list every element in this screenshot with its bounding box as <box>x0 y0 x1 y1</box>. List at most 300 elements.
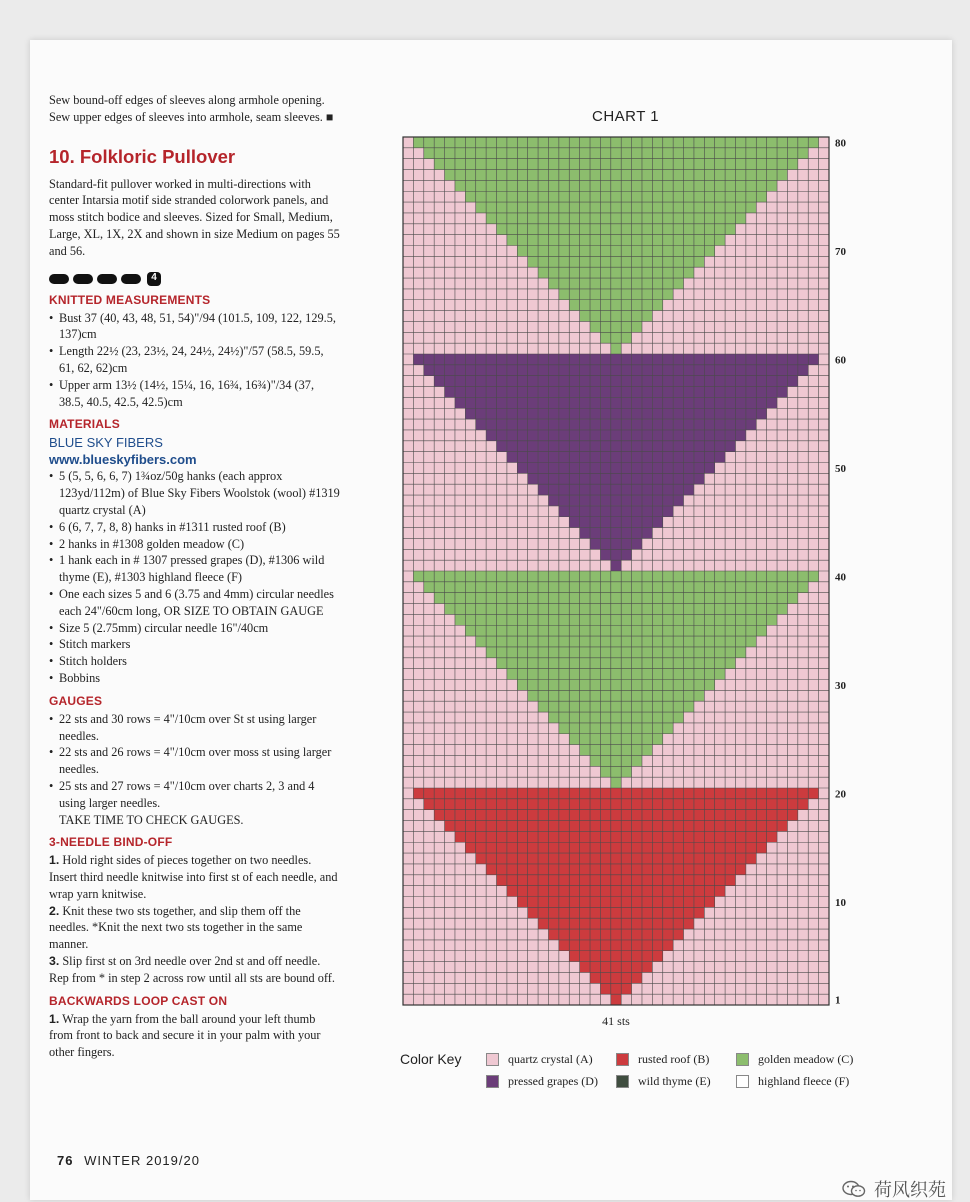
chart-cell <box>621 256 631 267</box>
chart-cell <box>507 452 517 463</box>
chart-cell <box>600 256 610 267</box>
chart-cell <box>725 940 735 951</box>
chart-cell <box>642 723 652 734</box>
chart-cell <box>538 810 548 821</box>
chart-cell <box>746 962 756 973</box>
chart-cell <box>735 951 745 962</box>
chart-cell <box>465 799 475 810</box>
chart-cell <box>445 430 455 441</box>
chart-cell <box>715 484 725 495</box>
chart-cell <box>403 571 413 582</box>
chart-cell <box>486 191 496 202</box>
chart-cell <box>652 647 662 658</box>
chart-cell <box>476 636 486 647</box>
chart-cell <box>476 452 486 463</box>
chart-cell <box>497 278 507 289</box>
chart-cell <box>611 321 621 332</box>
chart-cell <box>445 907 455 918</box>
chart-cell <box>777 723 787 734</box>
chart-cell <box>559 701 569 712</box>
chart-cell <box>445 951 455 962</box>
chart-cell <box>413 962 423 973</box>
chart-cell <box>621 473 631 484</box>
chart-cell <box>684 766 694 777</box>
chart-cell <box>528 582 538 593</box>
chart-cell <box>434 267 444 278</box>
chart-cell <box>517 571 527 582</box>
chart-cell <box>704 278 714 289</box>
chart-cell <box>517 170 527 181</box>
chart-cell <box>590 463 600 474</box>
chart-cell <box>507 278 517 289</box>
chart-cell <box>694 321 704 332</box>
chart-cell <box>486 408 496 419</box>
chart-cell <box>580 332 590 343</box>
chart-cell <box>611 755 621 766</box>
chart-cell <box>590 180 600 191</box>
chart-cell <box>590 376 600 387</box>
chart-cell <box>538 972 548 983</box>
chart-cell <box>621 376 631 387</box>
chart-cell <box>600 929 610 940</box>
chart-cell <box>476 495 486 506</box>
chart-cell <box>632 137 642 148</box>
chart-cell <box>445 994 455 1005</box>
chart-cell <box>434 473 444 484</box>
chart-cell <box>476 940 486 951</box>
list-item: • One each sizes 5 and 6 (3.75 and 4mm) circular needles each 24"/60cm long, OR SIZE TO OBTAIN GAUGE <box>49 586 341 620</box>
chart-cell <box>528 517 538 528</box>
chart-cell <box>465 994 475 1005</box>
chart-cell <box>777 289 787 300</box>
chart-cell <box>445 831 455 842</box>
chart-cell <box>517 137 527 148</box>
chart-cell <box>548 321 558 332</box>
chart-cell <box>403 224 413 235</box>
chart-cell <box>684 191 694 202</box>
chart-cell <box>559 311 569 322</box>
chart-cell <box>424 484 434 495</box>
chart-cell <box>476 365 486 376</box>
chart-cell <box>632 256 642 267</box>
chart-cell <box>694 907 704 918</box>
chart-cell <box>486 387 496 398</box>
chart-cell <box>684 484 694 495</box>
chart-cell <box>486 224 496 235</box>
chart-cell <box>569 929 579 940</box>
chart-cell <box>735 506 745 517</box>
chart-cell <box>725 582 735 593</box>
chart-cell <box>445 864 455 875</box>
chart-cell <box>808 332 818 343</box>
chart-cell <box>787 723 797 734</box>
chart-cell <box>704 593 714 604</box>
chart-cell <box>715 408 725 419</box>
chart-cell <box>632 994 642 1005</box>
chart-cell <box>611 777 621 788</box>
chart-cell <box>424 940 434 951</box>
chart-cell <box>652 614 662 625</box>
chart-cell <box>486 723 496 734</box>
chart-cell <box>424 701 434 712</box>
chart-cell <box>476 680 486 691</box>
chart-cell <box>632 712 642 723</box>
chart-cell <box>756 571 766 582</box>
chart-cell <box>694 853 704 864</box>
chart-cell <box>652 397 662 408</box>
chart-cell <box>756 137 766 148</box>
chart-cell <box>465 604 475 615</box>
chart-cell <box>507 408 517 419</box>
chart-cell <box>611 202 621 213</box>
chart-cell <box>424 625 434 636</box>
chart-cell <box>497 321 507 332</box>
chart-cell <box>819 658 829 669</box>
chart-cell <box>590 202 600 213</box>
chart-cell <box>590 484 600 495</box>
chart-cell <box>725 831 735 842</box>
chart-cell <box>787 159 797 170</box>
chart-cell <box>517 159 527 170</box>
chart-cell <box>767 300 777 311</box>
chart-cell <box>819 235 829 246</box>
chart-cell <box>819 191 829 202</box>
chart-cell <box>486 159 496 170</box>
chart-cell <box>798 463 808 474</box>
chart-cell <box>548 625 558 636</box>
chart-cell <box>548 723 558 734</box>
brand-url-link[interactable]: www.blueskyfibers.com <box>49 452 197 468</box>
chart-cell <box>632 365 642 376</box>
chart-cell <box>621 408 631 419</box>
chart-cell <box>798 354 808 365</box>
chart-cell <box>673 267 683 278</box>
chart-cell <box>777 343 787 354</box>
chart-cell <box>746 745 756 756</box>
chart-cell <box>600 148 610 159</box>
bindoff-heading: 3-NEEDLE BIND-OFF <box>49 835 173 850</box>
chart-cell <box>787 701 797 712</box>
chart-cell <box>465 343 475 354</box>
chart-cell <box>663 907 673 918</box>
chart-cell <box>413 419 423 430</box>
chart-cell <box>455 321 465 332</box>
chart-cell <box>600 191 610 202</box>
chart-cell <box>611 940 621 951</box>
chart-cell <box>559 712 569 723</box>
chart-cell <box>787 625 797 636</box>
chart-cell <box>652 875 662 886</box>
color-key-label: golden meadow (C) <box>758 1052 854 1066</box>
chart-cell <box>673 419 683 430</box>
chart-cell <box>424 842 434 853</box>
chart-cell <box>590 387 600 398</box>
chart-cell <box>746 397 756 408</box>
chart-cell <box>777 669 787 680</box>
chart-cell <box>465 506 475 517</box>
chart-cell <box>590 191 600 202</box>
chart-cell <box>725 332 735 343</box>
chart-cell <box>600 810 610 821</box>
chart-cell <box>777 397 787 408</box>
chart-cell <box>694 376 704 387</box>
chart-cell <box>424 799 434 810</box>
skill-bar-icon <box>97 274 117 284</box>
chart-cell <box>434 191 444 202</box>
chart-cell <box>559 246 569 257</box>
chart-cell <box>673 842 683 853</box>
chart-cell <box>590 549 600 560</box>
chart-cell <box>507 799 517 810</box>
chart-cell <box>642 202 652 213</box>
chart-cell <box>497 690 507 701</box>
chart-cell <box>528 180 538 191</box>
chart-cell <box>559 582 569 593</box>
chart-cell <box>507 343 517 354</box>
chart-cell <box>611 549 621 560</box>
chart-cell <box>600 311 610 322</box>
chart-cell <box>424 463 434 474</box>
chart-cell <box>486 821 496 832</box>
chart-cell <box>652 853 662 864</box>
chart-cell <box>548 180 558 191</box>
chart-cell <box>497 484 507 495</box>
chart-cell <box>611 614 621 625</box>
chart-cell <box>403 864 413 875</box>
chart-cell <box>787 875 797 886</box>
chart-cell <box>632 972 642 983</box>
chart-cell <box>725 571 735 582</box>
chart-cell <box>424 506 434 517</box>
chart-cell <box>632 267 642 278</box>
chart-cell <box>455 376 465 387</box>
chart-cell <box>704 766 714 777</box>
chart-cell <box>798 994 808 1005</box>
chart-cell <box>403 701 413 712</box>
chart-cell <box>580 213 590 224</box>
chart-cell <box>507 321 517 332</box>
chart-cell <box>486 397 496 408</box>
chart-cell <box>611 799 621 810</box>
chart-cell <box>642 495 652 506</box>
chart-cell <box>735 354 745 365</box>
chart-cell <box>694 495 704 506</box>
chart-cell <box>735 755 745 766</box>
chart-cell <box>611 148 621 159</box>
chart-cell <box>725 658 735 669</box>
chart-cell <box>746 972 756 983</box>
chart-cell <box>424 311 434 322</box>
chart-cell <box>704 994 714 1005</box>
chart-cell <box>756 723 766 734</box>
chart-cell <box>455 538 465 549</box>
chart-cell <box>715 235 725 246</box>
chart-cell <box>735 669 745 680</box>
chart-cell <box>798 831 808 842</box>
page-footer <box>57 1153 200 1168</box>
chart-cell <box>569 137 579 148</box>
chart-cell <box>684 463 694 474</box>
chart-cell <box>798 343 808 354</box>
chart-cell <box>434 321 444 332</box>
chart-cell <box>424 365 434 376</box>
chart-cell <box>673 614 683 625</box>
chart-cell <box>767 441 777 452</box>
chart-cell <box>684 799 694 810</box>
chart-cell <box>621 419 631 430</box>
chart-cell <box>808 408 818 419</box>
chart-cell <box>767 712 777 723</box>
chart-cell <box>476 441 486 452</box>
chart-cell <box>746 821 756 832</box>
chart-cell <box>611 897 621 908</box>
chart-cell <box>538 875 548 886</box>
chart-cell <box>725 788 735 799</box>
chart-cell <box>455 712 465 723</box>
chart-cell <box>642 321 652 332</box>
chart-cell <box>673 224 683 235</box>
chart-cell <box>528 343 538 354</box>
chart-cell <box>548 267 558 278</box>
chart-cell <box>632 571 642 582</box>
chart-cell <box>787 213 797 224</box>
chart-cell <box>632 419 642 430</box>
chart-cell <box>684 690 694 701</box>
chart-cell <box>445 972 455 983</box>
chart-cell <box>590 343 600 354</box>
chart-cell <box>528 408 538 419</box>
chart-cell <box>819 332 829 343</box>
chart-cell <box>497 452 507 463</box>
chart-cell <box>413 994 423 1005</box>
chart-cell <box>507 745 517 756</box>
chart-cell <box>569 202 579 213</box>
chart-cell <box>413 788 423 799</box>
chart-cell <box>787 267 797 278</box>
chart-cell <box>611 473 621 484</box>
chart-cell <box>538 636 548 647</box>
chart-cell <box>673 397 683 408</box>
chart-cell <box>798 614 808 625</box>
chart-cell <box>517 962 527 973</box>
chart-cell <box>715 951 725 962</box>
list-item: • Stitch holders <box>49 653 341 670</box>
chart-cell <box>704 745 714 756</box>
chart-cell <box>413 213 423 224</box>
chart-cell <box>632 690 642 701</box>
chart-cell <box>642 972 652 983</box>
chart-cell <box>798 170 808 181</box>
chart-cell <box>673 625 683 636</box>
chart-cell <box>694 387 704 398</box>
chart-cell <box>673 994 683 1005</box>
chart-cell <box>517 658 527 669</box>
chart-cell <box>538 538 548 549</box>
chart-cell <box>725 647 735 658</box>
chart-cell <box>413 777 423 788</box>
chart-cell <box>819 289 829 300</box>
chart-cell <box>756 365 766 376</box>
chart-cell <box>538 734 548 745</box>
chart-cell <box>424 528 434 539</box>
chart-cell <box>569 528 579 539</box>
chart-cell <box>486 690 496 701</box>
chart-cell <box>548 419 558 430</box>
chart-cell <box>819 680 829 691</box>
chart-cell <box>704 321 714 332</box>
chart-cell <box>819 538 829 549</box>
chart-cell <box>725 430 735 441</box>
chart-cell <box>819 408 829 419</box>
chart-cell <box>445 962 455 973</box>
chart-cell <box>528 452 538 463</box>
chart-cell <box>787 777 797 788</box>
chart-cell <box>580 517 590 528</box>
chart-cell <box>663 473 673 484</box>
chart-cell <box>476 582 486 593</box>
chart-cell <box>725 734 735 745</box>
chart-cell <box>517 821 527 832</box>
chart-cell <box>746 180 756 191</box>
chart-cell <box>704 430 714 441</box>
chart-cell <box>413 300 423 311</box>
chart-cell <box>559 473 569 484</box>
chart-cell <box>528 224 538 235</box>
chart-cell <box>424 452 434 463</box>
chart-cell <box>559 994 569 1005</box>
chart-cell <box>777 972 787 983</box>
chart-cell <box>777 278 787 289</box>
chart-cell <box>528 994 538 1005</box>
chart-cell <box>652 191 662 202</box>
chart-cell <box>808 300 818 311</box>
chart-cell <box>808 441 818 452</box>
chart-cell <box>673 712 683 723</box>
chart-cell <box>403 441 413 452</box>
chart-cell <box>663 972 673 983</box>
chart-cell <box>403 452 413 463</box>
chart-cell <box>538 593 548 604</box>
chart-cell <box>715 191 725 202</box>
chart-cell <box>725 463 735 474</box>
chart-cell <box>538 799 548 810</box>
chart-cell <box>445 354 455 365</box>
chart-cell <box>403 929 413 940</box>
chart-cell <box>798 560 808 571</box>
chart-cell <box>413 625 423 636</box>
chart-cell <box>632 354 642 365</box>
chart-cell <box>445 365 455 376</box>
chart-cell <box>476 690 486 701</box>
chart-cell <box>694 354 704 365</box>
chart-cell <box>424 321 434 332</box>
chart-cell <box>486 538 496 549</box>
chart-cell <box>548 951 558 962</box>
chart-cell <box>673 343 683 354</box>
chart-cell <box>580 365 590 376</box>
chart-cell <box>413 408 423 419</box>
chart-cell <box>684 148 694 159</box>
chart-cell <box>611 354 621 365</box>
chart-cell <box>632 853 642 864</box>
chart-cell <box>548 962 558 973</box>
chart-cell <box>767 419 777 430</box>
chart-cell <box>715 636 725 647</box>
chart-cell <box>517 528 527 539</box>
chart-cell <box>569 669 579 680</box>
chart-cell <box>548 137 558 148</box>
chart-cell <box>424 745 434 756</box>
